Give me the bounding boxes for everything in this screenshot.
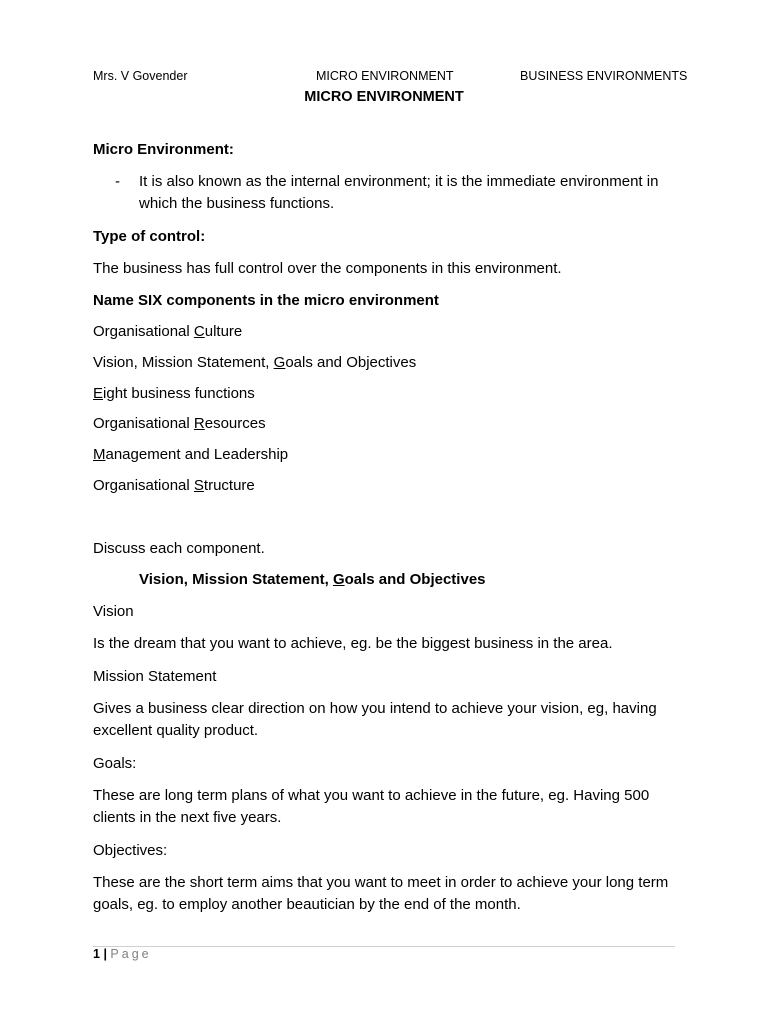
definition-heading: Micro Environment: (93, 141, 234, 158)
component-item: Organisational Resources (93, 415, 266, 432)
section-heading: Vision, Mission Statement, Goals and Objectives (139, 571, 486, 588)
objectives-label: Objectives: (93, 842, 168, 859)
component-item: Vision, Mission Statement, Goals and Objectives (93, 354, 417, 371)
goals-text: These are long term plans of what you want to achieve in the future, eg. Having 500 clients in the next five years. (93, 787, 650, 826)
header-topic: MICRO ENVIRONMENT (316, 69, 454, 83)
bullet-marker: - (115, 173, 120, 190)
discuss-instruction: Discuss each component. (93, 540, 265, 557)
footer-divider (93, 946, 675, 947)
definition-text: It is also known as the internal environment; it is the immediate environment in which the business functions. (139, 173, 659, 212)
vision-label: Vision (93, 603, 134, 620)
page-number: 1 (93, 947, 100, 961)
control-heading: Type of control: (93, 228, 206, 245)
vision-text: Is the dream that you want to achieve, eg. be the biggest business in the area. (93, 635, 613, 652)
component-item: Organisational Structure (93, 477, 255, 494)
mission-text: Gives a business clear direction on how you intend to achieve your vision, eg, having excellent quality product. (93, 700, 657, 739)
components-heading: Name SIX components in the micro environment (93, 292, 439, 309)
page-title: MICRO ENVIRONMENT (304, 89, 464, 105)
goals-label: Goals: (93, 755, 137, 772)
component-item: Management and Leadership (93, 446, 289, 463)
page-word: Page (110, 947, 152, 961)
header-subject: BUSINESS ENVIRONMENTS (520, 69, 688, 83)
page-footer (93, 947, 152, 961)
control-text: The business has full control over the components in this environment. (93, 260, 562, 277)
mission-label: Mission Statement (93, 668, 217, 685)
objectives-text: These are the short term aims that you want to meet in order to achieve your long term goals, eg. to employ another beautician by the end of the month. (93, 874, 669, 913)
component-item: Eight business functions (93, 385, 255, 402)
header-author: Mrs. V Govender (93, 69, 188, 83)
footer-separator: | (103, 947, 107, 961)
component-item: Organisational Culture (93, 323, 243, 340)
